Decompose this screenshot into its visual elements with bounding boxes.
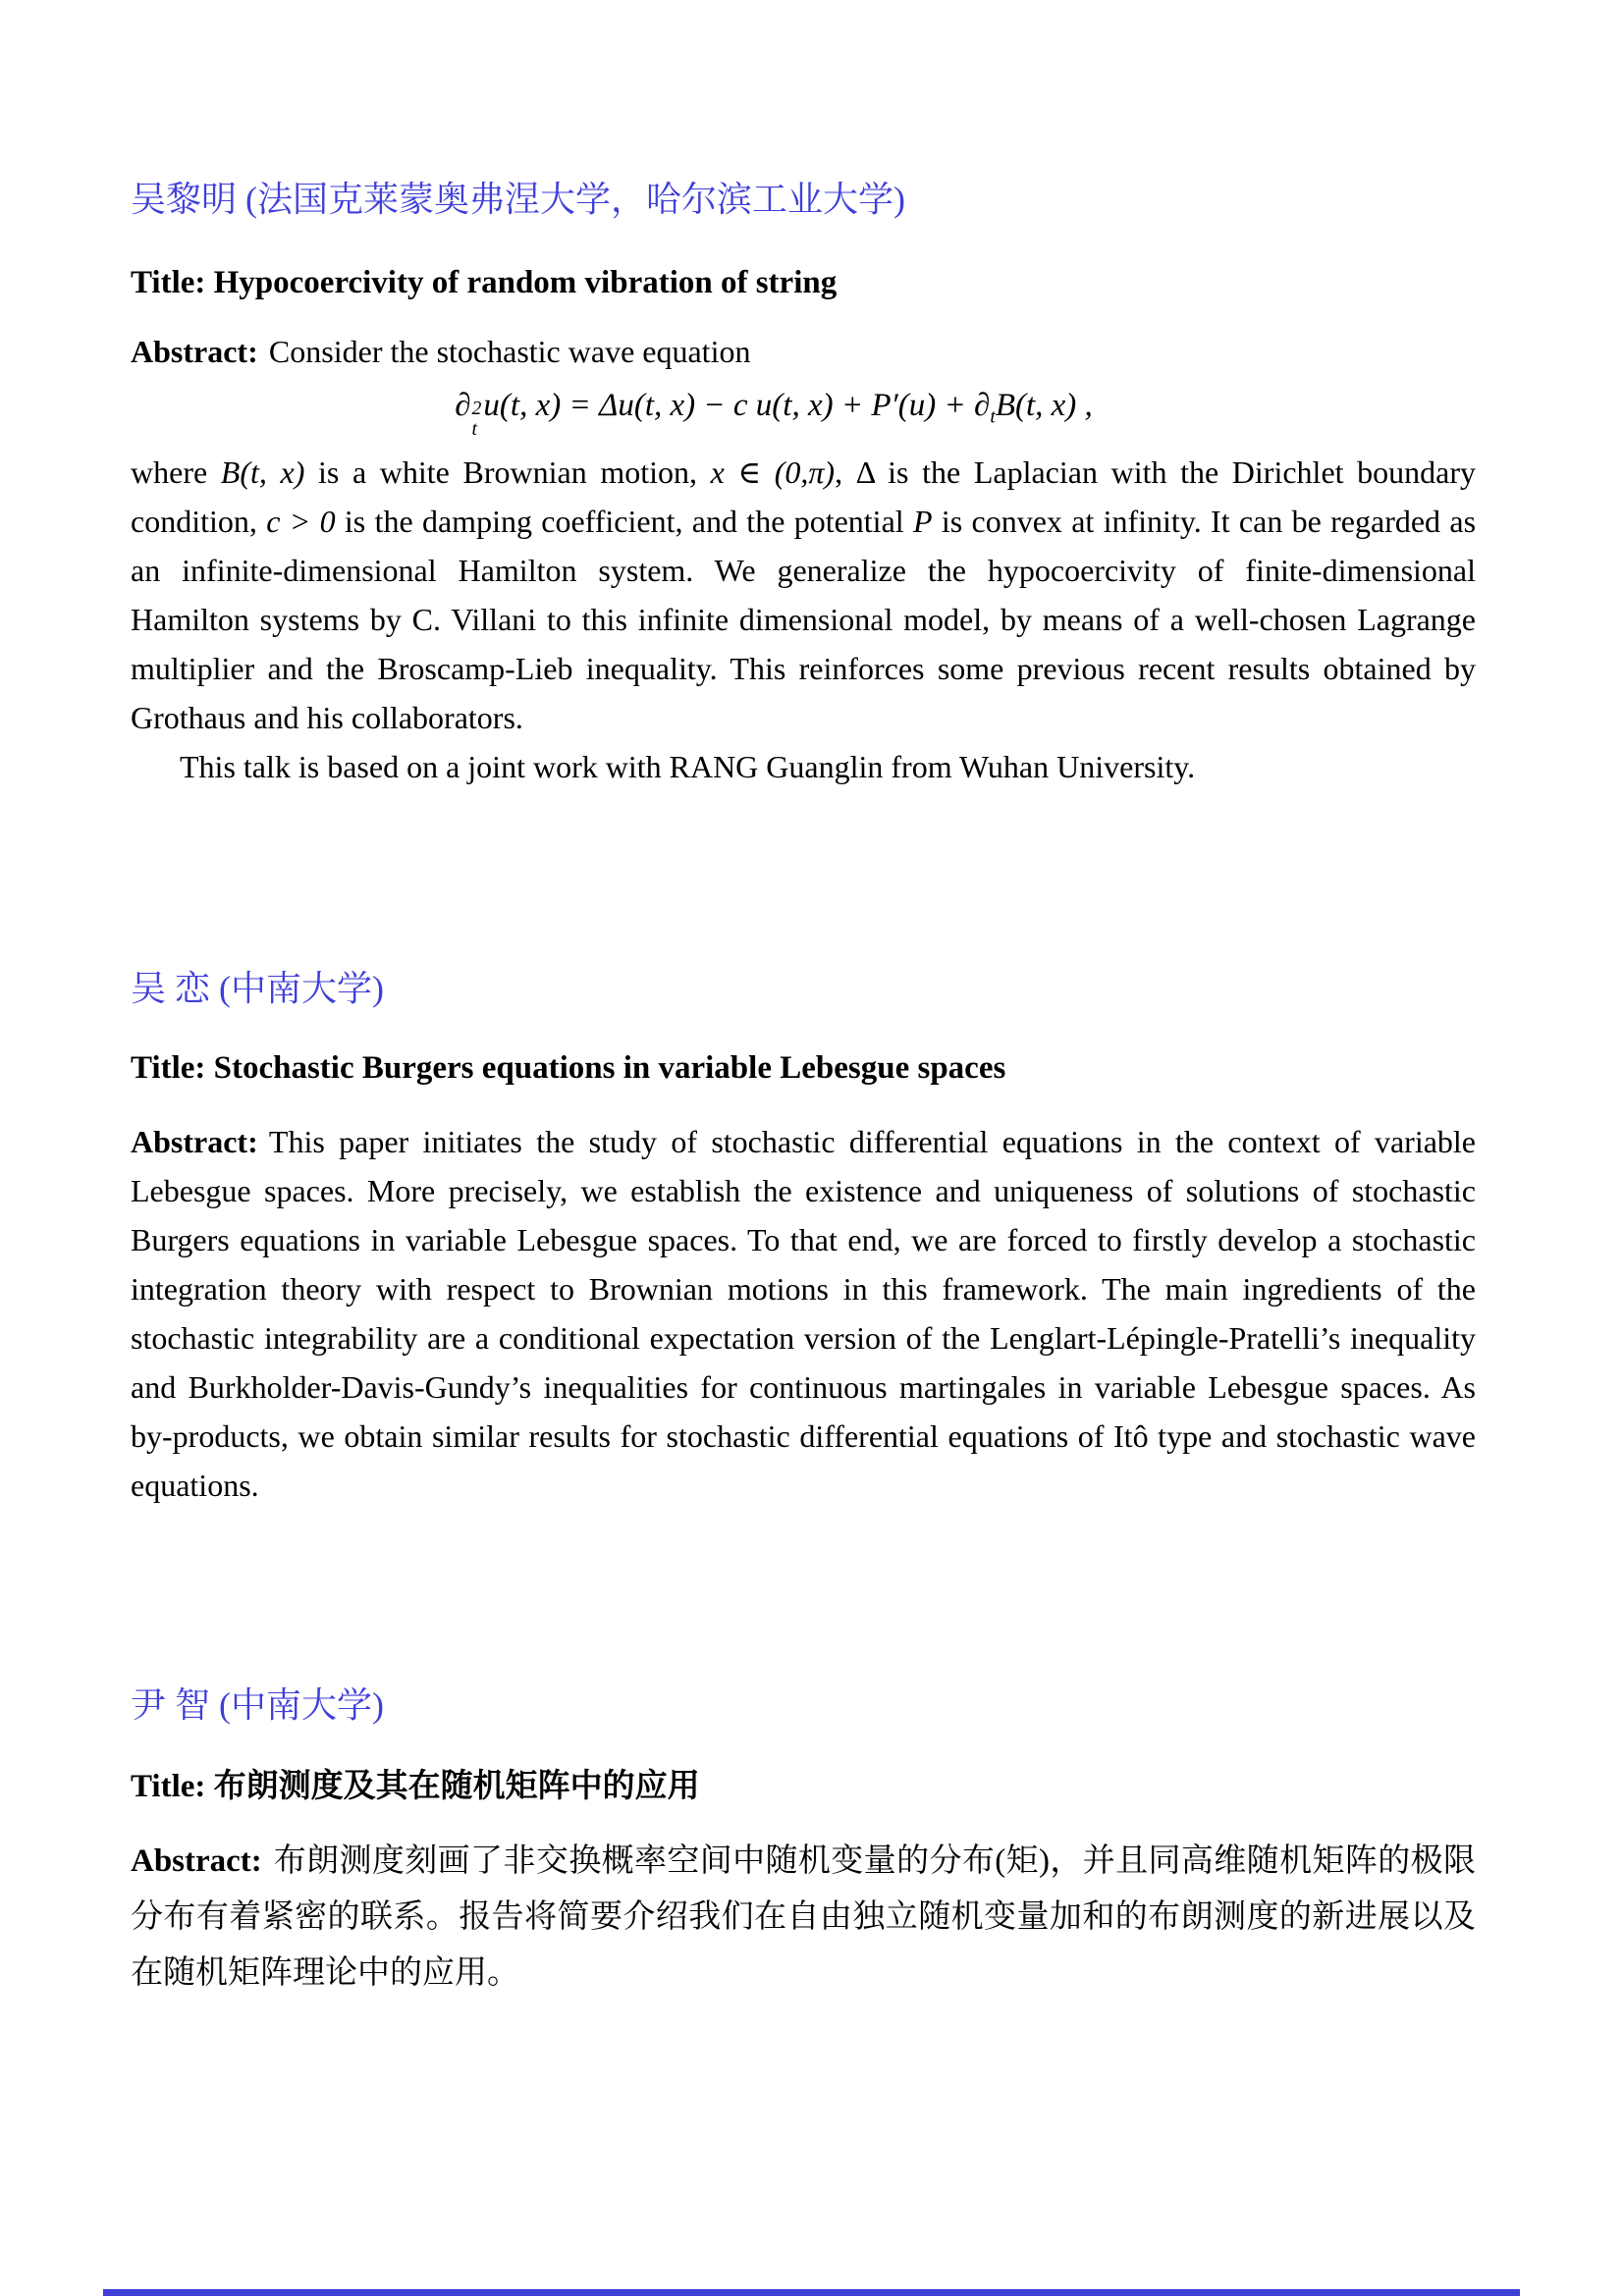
talk-section-1 [131,0,1476,791]
abstract-text-3: 布朗测度刻画了非交换概率空间中随机变量的分布(矩)，并且同高维随机矩阵的极限分布有着紧密的联系。报告将简要介绍我们在自由独立随机变量加和的布朗测度的新进展以及在随机矩阵理论中的应用。 [131,1842,1476,1991]
talk-section-2 [131,966,1476,1510]
equation-tail: B(t, x) , [995,388,1093,423]
abstract-text-2: This paper initiates the study of stochastic differential equations in the context of variable Lebesgue spaces. More precisely, we establish the existence and uniqueness of solutions of stochastic Burgers equations in variable Lebesgue spaces. To that end, we are forced to firstly develop a stochastic integration theory with respect to Brownian motions in this framework. The main ingredients of the stochastic integrability are a conditional expectation version of the Lenglart-Lépingle-Pratelli’s inequality and Burkholder-Davis-Gundy’s inequalities for continuous martingales in variable Lebesgue spaces. As by-products, we obtain similar results for stochastic differential equations of Itô type and stochastic wave equations. [131,1123,1476,1503]
clipped-next-heading-bar [103,2289,1520,2296]
abstract-intro-1: Consider the stochastic wave equation [268,334,751,369]
partial-derivative-symbol: ∂ [455,388,471,423]
talk-title-1: Title: Hypocoercivity of random vibration of string [131,265,838,300]
abstract-label-1: Abstract: [131,334,258,369]
speaker-heading-3: 尹 智 (中南大学) [131,1684,384,1725]
speaker-heading-2: 吴 恋 (中南大学) [131,968,384,1008]
joint-work-note: This talk is based on a joint work with RANG Guanglin from Wuhan University. [180,748,1196,784]
talk-section-3 [131,1682,1476,2002]
abstract-label-2: Abstract: [131,1123,258,1159]
equation-superscript: 2 [471,398,482,420]
wave-equation [131,383,1417,440]
equation-supsub [472,399,482,440]
speaker-heading-1: 吴黎明 (法国克莱蒙奥弗涅大学，哈尔滨工业大学) [131,180,905,219]
equation-main: u(t, x) = Δu(t, x) − c u(t, x) + P′(u) + ∂ [483,388,991,423]
equation-subscript-2: t [990,405,996,428]
abstract-label-3: Abstract: [131,1842,262,1879]
abstract-body-1: where B(t, x) is a white Brownian motion, x ∈ (0,π), Δ is the Laplacian with the Dirichlet boundary condition, c > 0 is the damping coefficient, and the potential P is convex at infinity. It can be regarded as an infinite-dimensional Hamilton system. We generalize the hypocoercivity of finite-dimensional Hamilton systems by C. Villani to this infinite dimensional model, by means of a well-chosen Lagrange multiplier and the Broscamp-Lieb inequality. This reinforces some previous recent results obtained by Grothaus and his collaborators. [131,454,1477,735]
equation-subscript: t [471,417,478,440]
abstract-body-2 [131,1117,1476,1510]
talk-title-3: Title: 布朗测度及其在随机矩阵中的应用 [131,1768,700,1804]
talk-title-2: Title: Stochastic Burgers equations in variable Lebesgue spaces [131,1049,1006,1086]
abstract-line-1 [131,330,1476,373]
abstract-body-3 [131,1834,1476,2002]
